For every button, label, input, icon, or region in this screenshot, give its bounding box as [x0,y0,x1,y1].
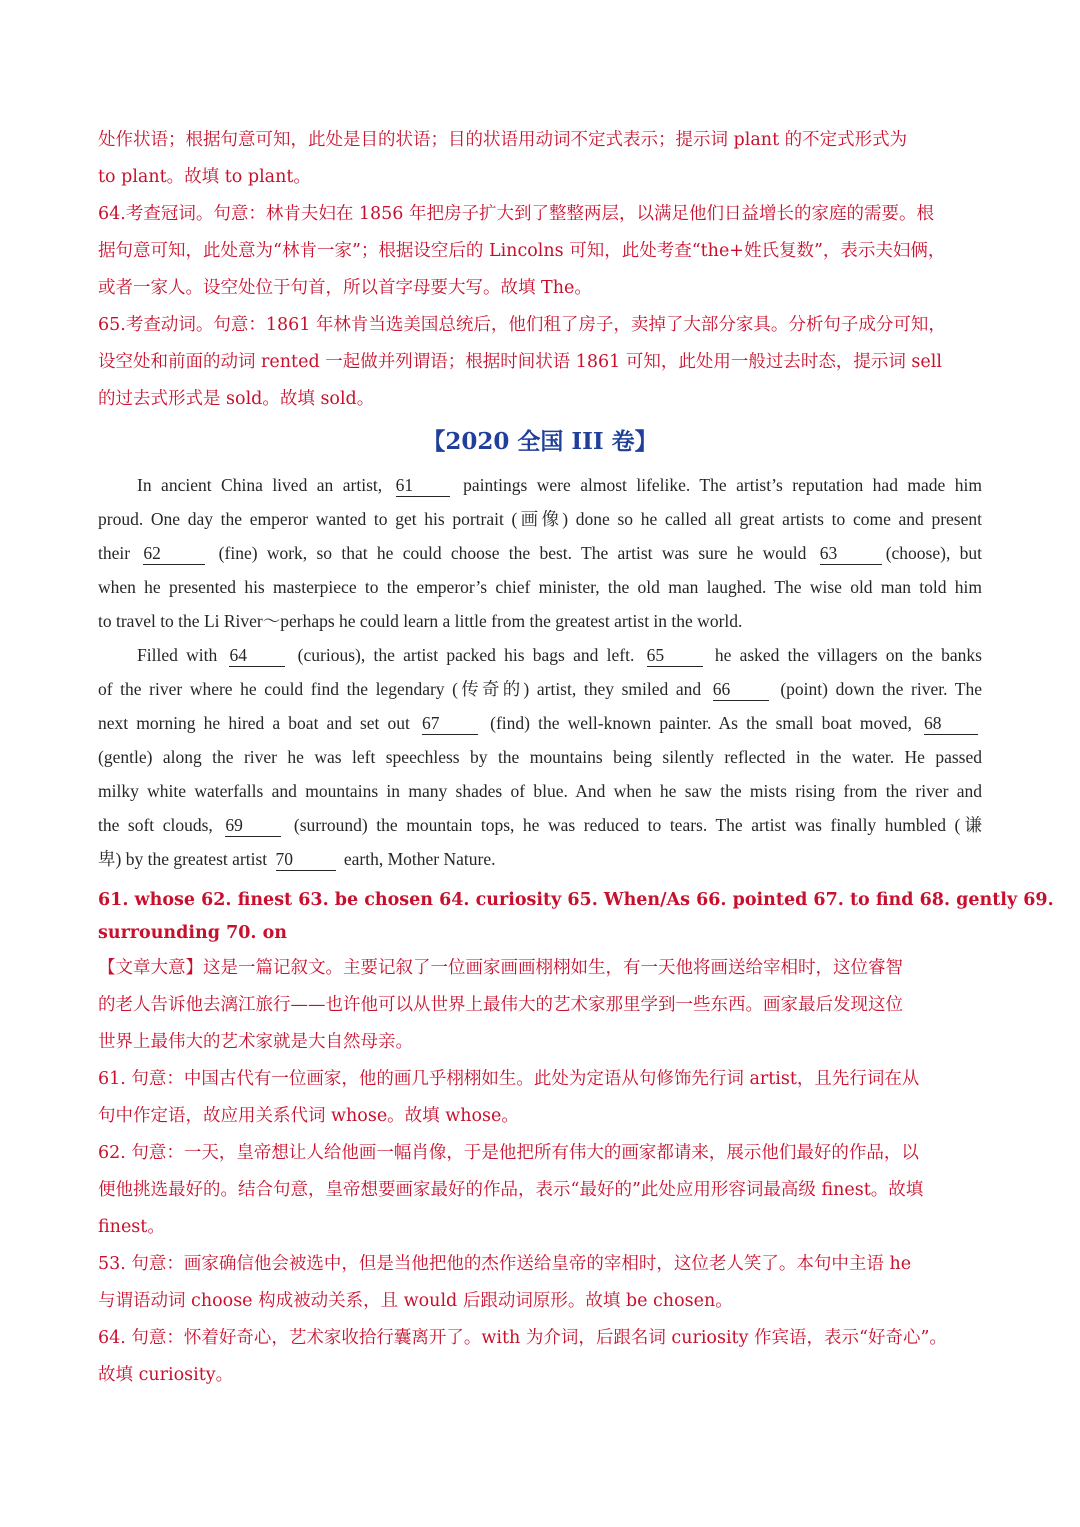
passage-line: when he presented his masterpiece to the emperor’s chief minister, the old man laughed. The wise old man told him [98,577,982,597]
explanation-line: 64.考查冠词。句意：林肯夫妇在 1856 年把房子扩大到了整整两层，以满足他们日益增长的家庭的需要。根 [98,204,934,224]
passage-line: to travel to the Li River～perhaps he could learn a little from the greatest artist in the world. [98,611,743,631]
blank-63: 63 [820,542,882,565]
explanation-line: 据句意可知，此处意为“林肯一家”；根据设空后的 Lincolns 可知，此处考查“the+姓氏复数”，表示夫妇俩， [98,241,946,261]
cloze-passage [98,468,982,876]
passage-line: (gentle) along the river he was left speechless by the mountains being silently reflected in the water. He passed [98,747,982,767]
answer-line: 61. whose 62. finest 63. be chosen 64. curiosity 65. When/As 66. pointed 67. to find 68. gently 69. [98,890,1054,910]
explanation-section-bottom [98,950,982,1394]
explanation-line: 故填 curiosity。 [98,1365,234,1385]
explanation-line: 或者一家人。设空处位于句首，所以首字母要大写。故填 The。 [98,278,592,298]
explanation-line: 64. 句意：怀着好奇心，艺术家收拾行囊离开了。with 为介词，后跟名词 curiosity 作宾语，表示“好奇心”。 [98,1328,947,1348]
explanation-line: 便他挑选最好的。结合句意，皇帝想要画家最好的作品，表示“最好的”此处应用形容词最高级 finest。故填 [98,1180,924,1200]
explanation-line: 世界上最伟大的艺术家就是大自然母亲。 [98,1032,413,1052]
passage-line: In ancient China lived an artist, 61 paintings were almost lifelike. The artist’s reputation had made him [137,475,983,495]
explanation-line: 与谓语动词 choose 构成被动关系，且 would 后跟动词原形。故填 be chosen。 [98,1291,733,1311]
passage-line: Filled with 64 (curious), the artist packed his bags and left. 65 he asked the villagers on the banks [137,645,982,665]
section-heading: 【2020 全国 III 卷】 [422,428,658,455]
explanation-line: 62. 句意：一天，皇帝想让人给他画一幅肖像，于是他把所有伟大的画家都请来，展示他们最好的作品，以 [98,1143,919,1163]
blank-68: 68 [924,712,978,735]
explanation-line: 处作状语；根据句意可知，此处是目的状语；目的状语用动词不定式表示；提示词 plant 的不定式形式为 [98,130,908,150]
passage-line: of the river where he could find the legendary (传奇的) artist, they smiled and 66 (point) down the river. The [98,679,982,699]
passage-line: 卑) by the greatest artist 70 earth, Mother Nature. [98,849,496,869]
blank-62: 62 [143,542,205,565]
answer-key [98,884,1054,950]
blank-67: 67 [422,712,478,735]
blank-65: 65 [647,644,703,667]
explanation-line: 的老人告诉他去漓江旅行——也许他可以从世界上最伟大的艺术家那里学到一些东西。画家最后发现这位 [98,995,903,1015]
explanation-line: to plant。故填 to plant。 [98,167,311,187]
blank-69: 69 [225,814,281,837]
explanation-line: 的过去式形式是 sold。故填 sold。 [98,389,375,409]
passage-line: proud. One day the emperor wanted to get his portrait (画像) done so he called all great artists to come and present [98,509,982,529]
explanation-section-top [98,122,982,418]
passage-line: the soft clouds, 69 (surround) the mountain tops, he was reduced to tears. The artist was finally humbled (谦 [98,815,982,835]
passage-line: their 62 (fine) work, so that he could choose the best. The artist was sure he would 63 (choose), but [98,543,982,563]
explanation-line: 设空处和前面的动词 rented 一起做并列谓语；根据时间状语 1861 可知，此处用一般过去时态，提示词 sell [98,352,942,372]
explanation-line: 61. 句意：中国古代有一位画家，他的画几乎栩栩如生。此处为定语从句修饰先行词 artist，且先行词在从 [98,1069,920,1089]
blank-61: 61 [396,474,450,497]
explanation-line: 53. 句意：画家确信他会被选中，但是当他把他的杰作送给皇帝的宰相时，这位老人笑了。本句中主语 he [98,1254,912,1274]
blank-64: 64 [229,644,285,667]
answer-line: surrounding 70. on [98,923,288,943]
explanation-line: 【文章大意】这是一篇记叙文。主要记叙了一位画家画画栩栩如生，有一天他将画送给宰相时，这位睿智 [98,958,903,978]
explanation-line: 65.考查动词。句意：1861 年林肯当选美国总统后，他们租了房子，卖掉了大部分家具。分析句子成分可知， [98,315,946,335]
blank-70: 70 [276,848,336,871]
passage-line: milky white waterfalls and mountains in many shades of blue. And when he saw the mists rising from the river and [98,781,982,801]
explanation-line: 句中作定语，故应用关系代词 whose。故填 whose。 [98,1106,519,1126]
blank-66: 66 [713,678,769,701]
explanation-line: finest。 [98,1217,165,1237]
passage-line: next morning he hired a boat and set out 67 (find) the well-known painter. As the small boat moved, 68 [98,706,982,740]
